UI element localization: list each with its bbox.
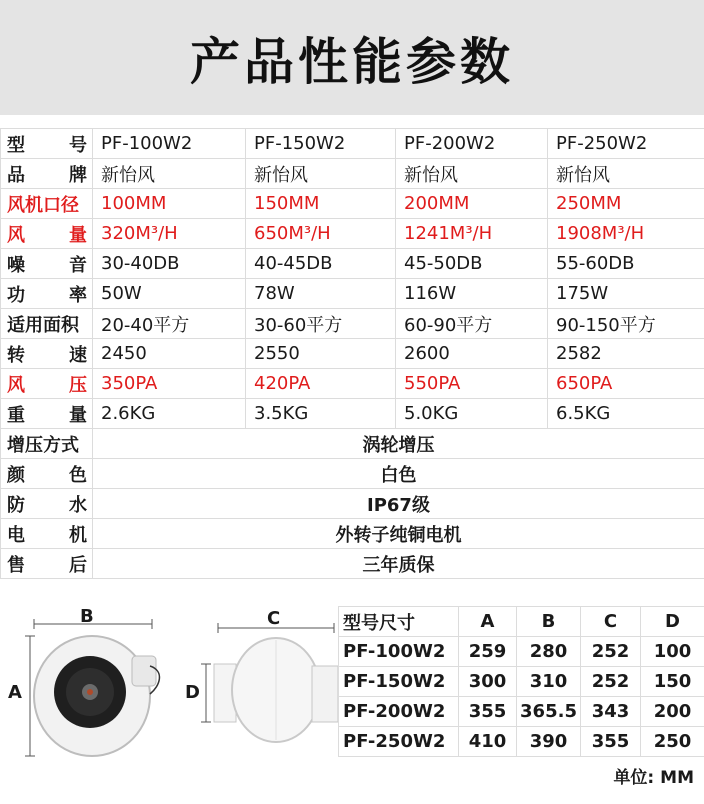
spec-row [1, 249, 704, 279]
dimension-cell: 252 [581, 667, 641, 697]
spec-value: 650PA [548, 369, 704, 399]
header-banner [0, 0, 704, 115]
spec-value: 5.0KG [396, 399, 548, 429]
dimension-cell: 410 [459, 727, 517, 757]
spec-value: 116W [396, 279, 548, 309]
spec-row [1, 159, 704, 189]
spec-value: 320M³/H [93, 219, 246, 249]
spec-value: 40-45DB [246, 249, 396, 279]
dimension-header: C [581, 607, 641, 637]
spec-row [1, 399, 704, 429]
spec-value: 420PA [246, 369, 396, 399]
spec-value: 6.5KG [548, 399, 704, 429]
spec-label: 功率 [1, 279, 93, 309]
spec-row [1, 189, 704, 219]
spec-value: 涡轮增压 [93, 429, 704, 459]
spec-value: 新怡风 [548, 159, 704, 189]
spec-value: 250MM [548, 189, 704, 219]
dimension-label-b: B [80, 606, 94, 627]
dimension-cell: 150 [641, 667, 704, 697]
dimension-row [339, 697, 704, 727]
spec-value: 2550 [246, 339, 396, 369]
dimension-header-row [339, 607, 704, 637]
spec-value: 白色 [93, 459, 704, 489]
spec-value: 2582 [548, 339, 704, 369]
spec-value: 30-60平方 [246, 309, 396, 339]
spec-label: 颜色 [1, 459, 93, 489]
dimension-row [339, 667, 704, 697]
dimension-row [339, 727, 704, 757]
spec-value: 60-90平方 [396, 309, 548, 339]
dimension-cell: 300 [459, 667, 517, 697]
spec-value: 新怡风 [93, 159, 246, 189]
dimension-header: D [641, 607, 704, 637]
dimension-cell: PF-200W2 [339, 697, 459, 727]
spec-value: 新怡风 [246, 159, 396, 189]
spec-row-merged [1, 459, 704, 489]
spec-label: 品牌 [1, 159, 93, 189]
spec-row-merged [1, 549, 704, 579]
spec-label: 风机口径 [1, 189, 93, 219]
spec-value: 550PA [396, 369, 548, 399]
spec-value: PF-200W2 [396, 129, 548, 159]
spec-row [1, 279, 704, 309]
dimension-label-d: D [185, 682, 200, 703]
spec-label: 风压 [1, 369, 93, 399]
dimension-table [338, 606, 704, 757]
spec-value: 2450 [93, 339, 246, 369]
fan-side-view [201, 623, 338, 742]
spec-value: 20-40平方 [93, 309, 246, 339]
dimension-cell: 252 [581, 637, 641, 667]
spec-value: 78W [246, 279, 396, 309]
spec-value: 150MM [246, 189, 396, 219]
spec-value: 100MM [93, 189, 246, 219]
dimension-cell: PF-150W2 [339, 667, 459, 697]
dimension-cell: PF-100W2 [339, 637, 459, 667]
spec-value: 175W [548, 279, 704, 309]
spec-value: PF-100W2 [93, 129, 246, 159]
dimension-label-a: A [8, 682, 22, 703]
dimension-cell: PF-250W2 [339, 727, 459, 757]
spec-value: 3.5KG [246, 399, 396, 429]
dimension-label-c: C [267, 608, 280, 629]
spec-label: 增压方式 [1, 429, 93, 459]
spec-value: 1241M³/H [396, 219, 548, 249]
dimension-cell: 355 [581, 727, 641, 757]
spec-row-merged [1, 519, 704, 549]
dimension-row [339, 637, 704, 667]
spec-value: 45-50DB [396, 249, 548, 279]
dimension-header: B [517, 607, 581, 637]
dimension-cell: 390 [517, 727, 581, 757]
spec-row [1, 129, 704, 159]
spec-value: 三年质保 [93, 549, 704, 579]
unit-note: 单位: MM [613, 763, 694, 788]
spec-value: 350PA [93, 369, 246, 399]
dimension-cell: 355 [459, 697, 517, 727]
spec-label: 售后 [1, 549, 93, 579]
spec-label: 重量 [1, 399, 93, 429]
spec-row-merged [1, 489, 704, 519]
spec-value: IP67级 [93, 489, 704, 519]
page-title: 产品性能参数 [190, 22, 514, 94]
dimension-cell: 280 [517, 637, 581, 667]
spec-table-body [1, 129, 704, 579]
dimension-header: A [459, 607, 517, 637]
spec-value: 外转子纯铜电机 [93, 519, 704, 549]
dimension-cell: 259 [459, 637, 517, 667]
spec-value: 90-150平方 [548, 309, 704, 339]
spec-row [1, 339, 704, 369]
dimension-cell: 365.5 [517, 697, 581, 727]
dimension-cell: 343 [581, 697, 641, 727]
spec-label: 转速 [1, 339, 93, 369]
dimension-cell: 310 [517, 667, 581, 697]
spec-value: 新怡风 [396, 159, 548, 189]
spec-value: 2.6KG [93, 399, 246, 429]
spec-value: 55-60DB [548, 249, 704, 279]
spec-value: 30-40DB [93, 249, 246, 279]
dimension-cell: 100 [641, 637, 704, 667]
fan-front-view [25, 619, 159, 756]
spec-value: 200MM [396, 189, 548, 219]
dimension-cell: 250 [641, 727, 704, 757]
dimension-header: 型号尺寸 [339, 607, 459, 637]
spec-label: 防水 [1, 489, 93, 519]
spec-table [0, 128, 704, 579]
spec-row [1, 369, 704, 399]
spec-label: 电机 [1, 519, 93, 549]
spec-label: 型号 [1, 129, 93, 159]
spec-row-merged [1, 429, 704, 459]
spec-row [1, 219, 704, 249]
spec-row [1, 309, 704, 339]
spec-value: 1908M³/H [548, 219, 704, 249]
spec-value: 50W [93, 279, 246, 309]
spec-label: 适用面积 [1, 309, 93, 339]
spec-label: 风量 [1, 219, 93, 249]
spec-value: 650M³/H [246, 219, 396, 249]
spec-label: 噪音 [1, 249, 93, 279]
fan-drawing [0, 606, 340, 800]
spec-value: PF-250W2 [548, 129, 704, 159]
dimension-cell: 200 [641, 697, 704, 727]
spec-value: PF-150W2 [246, 129, 396, 159]
spec-value: 2600 [396, 339, 548, 369]
dimension-table-body [339, 607, 704, 757]
